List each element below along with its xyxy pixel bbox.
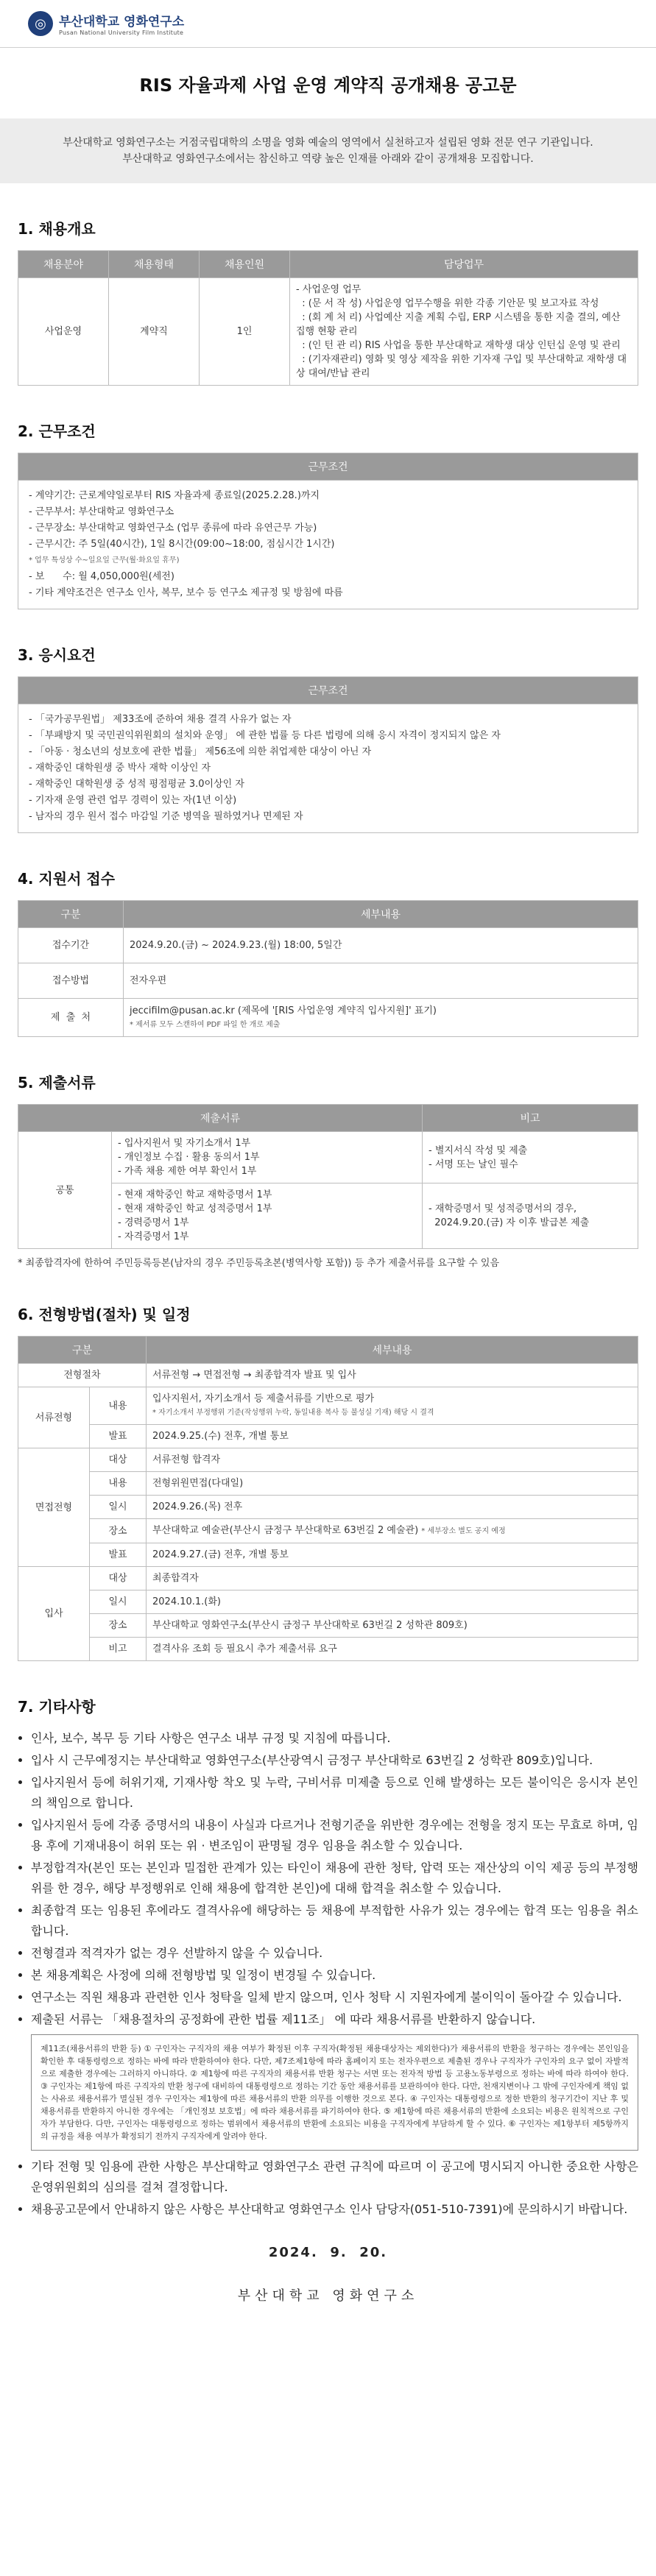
table-cell bbox=[124, 999, 638, 1037]
stage-label: 서류전형 bbox=[18, 1387, 90, 1448]
table-header: 제출서류 bbox=[18, 1105, 423, 1132]
section-title: 2. 근무조건 bbox=[18, 422, 96, 440]
stage-label: 면접전형 bbox=[18, 1448, 90, 1567]
condition-line: - 보 수: 월 4,050,000원(세전) bbox=[29, 571, 174, 582]
note-line: - 서명 또는 날인 필수 bbox=[428, 1158, 518, 1170]
table-cell: 계약직 bbox=[109, 278, 200, 386]
section-title: 1. 채용개요 bbox=[18, 220, 96, 238]
law-excerpt-box: 제11조(채용서류의 반환 등) ① 구인자는 구직자의 채용 여부가 확정된 이후 구직자(확정된 채용대상자는 제외한다)가 채용서류의 반환을 청구하는 경우에는 본인임을 확인한 후 대통령령으로 정하는 바에 따라 반환하여야 한다. 다만, 제7조제1항에 따라 홈페이지 또는 전자우편으로 제출된 경우나 구직자가 구인자의 요구 없이 자발적으로 제출한 경우에는 그러하지 아니하다. ② 제1항에 따른 구직자의 채용서류 반환 청구는 서면 또는 전자적 방법 등 고용노동부령으로 정하는 바에 따라 하여야 한다. ③ 구인자는 제1항에 따른 구직자의 반환 청구에 대비하여 대통령령으로 정하는 기간 동안 채용서류를 보관하여야 한다. 다만, 천재지변이나 그 밖에 구인자에게 책임 없는 사유로 채용서류가 멸실된 경우 구인자는 제1항에 따른 채용서류의 반환 의무를 이행한 것으로 본다. ④ 구인자는 대통령령으로 정한 반환의 청구기간이 지난 후 및 채용서류를 반환하지 아니한 경우에는 「개인정보 보호법」에 따라 채용서류를 파기하여야 한다. ⑤ 제1항에 따른 채용서류의 반환에 소요되는 비용은 원칙적으로 구인자가 부담한다. 다만, 구인자는 대통령령으로 정하는 범위에서 채용서류의 반환에 소요되는 비용을 구직자에게 부담하게 할 수 있다. ⑥ 구인자는 제1항부터 제5항까지의 규정을 채용 여부가 확정되기 전까지 구직자에게 알려야 한다. bbox=[31, 2034, 638, 2151]
table-header: 구분 bbox=[18, 901, 124, 928]
note-line: - 재학증명서 및 성적증명서의 경우, bbox=[428, 1203, 577, 1214]
note-line: - 별지서식 작성 및 제출 bbox=[428, 1144, 528, 1156]
note-cell bbox=[423, 1183, 638, 1249]
condition-line: - 계약기간: 근로계약일로부터 RIS 자율과제 종료일(2025.2.28.)까지 bbox=[29, 490, 320, 501]
table-cell: 전형절차 bbox=[18, 1364, 147, 1387]
org-name-en: Pusan National University Film Institute bbox=[59, 29, 184, 36]
section-overview bbox=[0, 217, 656, 386]
submission-note: * 제서류 모두 스캔하여 PDF 파일 한 개로 제출 bbox=[130, 1020, 281, 1029]
table-cell bbox=[147, 1519, 638, 1543]
application-table bbox=[18, 900, 638, 1037]
section-title: 6. 전형방법(절차) 및 일정 bbox=[18, 1306, 191, 1323]
table-cell: 2024.10.1.(화) bbox=[147, 1590, 638, 1614]
issuing-org: 부산대학교 영화연구소 bbox=[237, 2288, 419, 2304]
intro-line: 부산대학교 영화연구소는 거점국립대학의 소명을 영화 예술의 영역에서 실천하고자 설립된 영화 전문 연구 기관입니다. bbox=[63, 137, 593, 149]
overview-table bbox=[18, 250, 638, 386]
table-cell: 사업운영 bbox=[18, 278, 109, 386]
list-item: • 본 채용계획은 사정에 의해 전형방법 및 일정이 변경될 수 있습니다. bbox=[31, 1965, 638, 1986]
duty-line: : (기자재관리) 영화 및 영상 제작을 위한 기자재 구입 및 부산대학교 재학생 대상 대여/반납 관리 bbox=[296, 354, 627, 379]
list-item: • 인사, 보수, 복무 등 기타 사항은 연구소 내부 규정 및 지침에 따릅니다. bbox=[31, 1728, 638, 1749]
table-cell: 대상 bbox=[90, 1448, 147, 1472]
table-cell: 공통 bbox=[18, 1132, 112, 1249]
list-item: • 연구소는 직원 채용과 관련한 인사 청탁을 일체 받지 않으며, 인사 청탁 시 지원자에게 불이익이 돌아갈 수 있습니다. bbox=[31, 1987, 638, 2008]
table-cell bbox=[147, 1387, 638, 1425]
document-line: - 가족 채용 제한 여부 확인서 1부 bbox=[118, 1166, 257, 1177]
section-conditions bbox=[0, 420, 656, 609]
table-header: 세부내용 bbox=[147, 1337, 638, 1364]
university-logo-icon: ◎ bbox=[28, 11, 53, 36]
table-cell: 일시 bbox=[90, 1496, 147, 1519]
duty-line: : (인 턴 관 리) RIS 사업을 통한 부산대학교 재학생 대상 인턴십 운영 및 관리 bbox=[296, 340, 621, 351]
condition-line: - 기타 계약조건은 연구소 인사, 복무, 보수 등 연구소 제규정 및 방침에 따름 bbox=[29, 587, 343, 598]
section-etc bbox=[0, 1695, 656, 2220]
table-cell: 비고 bbox=[90, 1638, 147, 1661]
table-cell: 제 출 처 bbox=[18, 999, 124, 1037]
section-title: 3. 응시요건 bbox=[18, 646, 96, 664]
table-cell: 2024.9.25.(수) 전후, 개별 통보 bbox=[147, 1425, 638, 1448]
intro-line: 부산대학교 영화연구소에서는 참신하고 역량 높은 인재를 아래와 같이 공개채용 모집합니다. bbox=[122, 153, 534, 165]
detail-note: * 자기소개서 부정행위 기준(작성행위 누락, 동일내용 복사 등 불성실 기재) 해당 시 결격 bbox=[152, 1409, 434, 1417]
requirement-line: - 기자재 운영 관련 업무 경력이 있는 자(1년 이상) bbox=[29, 795, 237, 806]
table-cell: 1인 bbox=[200, 278, 290, 386]
box-header: 근무조건 bbox=[18, 676, 638, 704]
list-item: • 전형결과 적격자가 없는 경우 선발하지 않을 수 있습니다. bbox=[31, 1943, 638, 1964]
list-item: • 입사지원서 등에 각종 증명서의 내용이 사실과 다르거나 전형기준을 위반한 경우에는 전형을 정지 또는 무효로 하며, 임용 후에 기재내용이 허위 또는 위 · 변조임이 판명될 경우 임용을 취소할 수 있습니다. bbox=[31, 1815, 638, 1856]
table-cell: 내용 bbox=[90, 1387, 147, 1425]
section-application bbox=[0, 867, 656, 1037]
requirement-line: - 「아동 · 청소년의 성보호에 관한 법률」 제56조에 의한 취업제한 대상이 아닌 자 bbox=[29, 746, 372, 757]
conditions-box bbox=[18, 481, 638, 609]
table-cell: 결격사유 조회 등 필요시 추가 제출서류 요구 bbox=[147, 1638, 638, 1661]
table-cell: 전자우편 bbox=[124, 963, 638, 999]
list-item: • 입사지원서 등에 허위기재, 기재사항 착오 및 누락, 구비서류 미제출 등으로 인해 발생하는 모든 불이익은 응시자 본인의 책임으로 합니다. bbox=[31, 1772, 638, 1814]
table-header: 채용분야 bbox=[18, 251, 109, 278]
table-header: 채용인원 bbox=[200, 251, 290, 278]
table-cell: 서류전형 → 면접전형 → 최종합격자 발표 및 입사 bbox=[147, 1364, 638, 1387]
table-header: 세부내용 bbox=[124, 901, 638, 928]
table-cell: 접수기간 bbox=[18, 928, 124, 963]
table-cell: 대상 bbox=[90, 1567, 147, 1590]
list-item: • 기타 전형 및 임용에 관한 사항은 부산대학교 영화연구소 관련 규칙에 따르며 이 공고에 명시되지 아니한 중요한 사항은 운영위원회의 심의를 걸쳐 결정합니다. bbox=[31, 2156, 638, 2198]
etc-list-2 bbox=[18, 2156, 638, 2220]
duty-line: : (문 서 작 성) 사업운영 업무수행을 위한 각종 기안문 및 보고자료 작성 bbox=[296, 298, 599, 309]
announcement-date: 2024. 9. 20. bbox=[268, 2245, 388, 2260]
table-header: 구분 bbox=[18, 1337, 147, 1364]
note-cell bbox=[423, 1132, 638, 1183]
table-cell: 장소 bbox=[90, 1519, 147, 1543]
table-cell: 2024.9.27.(금) 전후, 개별 통보 bbox=[147, 1543, 638, 1567]
table-cell: 2024.9.26.(목) 전후 bbox=[147, 1496, 638, 1519]
section-process bbox=[0, 1303, 656, 1661]
requirements-box bbox=[18, 704, 638, 833]
box-header: 근무조건 bbox=[18, 453, 638, 481]
documents-table bbox=[18, 1104, 638, 1249]
table-header: 채용형태 bbox=[109, 251, 200, 278]
email-address: jeccifilm@pusan.ac.kr (제목에 '[RIS 사업운영 계약직 입사지원]' 표기) bbox=[130, 1005, 437, 1016]
note-line: 2024.9.20.(금) 자 이후 발급본 제출 bbox=[428, 1217, 590, 1228]
condition-note: * 업무 특성상 수~일요일 근무(월·화요일 휴무) bbox=[29, 556, 180, 565]
section-title: 4. 지원서 접수 bbox=[18, 870, 116, 888]
condition-line: - 근무부서: 부산대학교 영화연구소 bbox=[29, 506, 174, 517]
table-header: 비고 bbox=[423, 1105, 638, 1132]
documents-footnote: * 최종합격자에 한하여 주민등록등본(남자의 경우 주민등록초본(병역사항 포함)) 등 추가 제출서류를 요구할 수 있음 bbox=[18, 1258, 500, 1269]
requirement-line: - 「국가공무원법」 제33조에 준하여 채용 결격 사유가 없는 자 bbox=[29, 714, 292, 725]
section-title: 7. 기타사항 bbox=[18, 1698, 96, 1716]
table-cell: 부산대학교 영화연구소(부산시 금정구 부산대학로 63번길 2 성학관 809호) bbox=[147, 1614, 638, 1638]
table-cell: 최종합격자 bbox=[147, 1567, 638, 1590]
detail-note: * 세부장소 별도 공지 예정 bbox=[421, 1527, 506, 1535]
table-cell: 장소 bbox=[90, 1614, 147, 1638]
document-line: - 경력증명서 1부 bbox=[118, 1217, 189, 1228]
document-line: - 현재 재학중인 학교 성적증명서 1부 bbox=[118, 1203, 272, 1214]
logo-text bbox=[59, 11, 184, 36]
page-title: RIS 자율과제 사업 운영 계약직 공개채용 공고문 bbox=[139, 74, 517, 96]
table-cell: 발표 bbox=[90, 1543, 147, 1567]
document-line: - 현재 재학중인 학교 재학증명서 1부 bbox=[118, 1189, 272, 1200]
table-cell: 일시 bbox=[90, 1590, 147, 1614]
section-documents bbox=[0, 1071, 656, 1269]
condition-line: - 근무장소: 부산대학교 영화연구소 (업무 종류에 따라 유연근무 가능) bbox=[29, 523, 317, 534]
document-line: - 자격증명서 1부 bbox=[118, 1231, 189, 1242]
documents-cell bbox=[112, 1183, 423, 1249]
list-item: • 제출된 서류는 「채용절차의 공정화에 관한 법률 제11조」 에 따라 채용서류를 반환하지 않습니다. bbox=[31, 2009, 638, 2030]
intro-box bbox=[0, 118, 656, 183]
requirement-line: - 재학중인 대학원생 중 성적 평점평균 3.0이상인 자 bbox=[29, 779, 244, 790]
table-cell: 접수방법 bbox=[18, 963, 124, 999]
list-item: • 최종합격 또는 임용된 후에라도 결격사유에 해당하는 등 채용에 부적합한 사유가 있는 경우에는 합격 또는 임용을 취소합니다. bbox=[31, 1900, 638, 1942]
table-cell: 전형위원면접(다대일) bbox=[147, 1472, 638, 1496]
section-title: 5. 제출서류 bbox=[18, 1074, 96, 1091]
condition-line: - 근무시간: 주 5일(40시간), 1일 8시간(09:00~18:00, 점심시간 1시간) bbox=[29, 539, 335, 550]
requirement-line: - 재학중인 대학원생 중 박사 재학 이상인 자 bbox=[29, 762, 211, 774]
header bbox=[0, 0, 656, 48]
table-cell: 2024.9.20.(금) ~ 2024.9.23.(월) 18:00, 5일간 bbox=[124, 928, 638, 963]
table-cell: 내용 bbox=[90, 1472, 147, 1496]
duty-line: - 사업운영 업무 bbox=[296, 284, 361, 295]
requirement-line: - 「부패방지 및 국민권익위원회의 설치와 운영」 에 관한 법률 등 다른 법령에 의해 응시 자격이 정지되지 않은 자 bbox=[29, 730, 501, 741]
section-requirements bbox=[0, 643, 656, 833]
etc-list bbox=[18, 1728, 638, 2030]
requirement-line: - 남자의 경우 원서 접수 마감일 기준 병역을 필하였거나 면제된 자 bbox=[29, 811, 303, 822]
table-header: 담당업무 bbox=[290, 251, 638, 278]
document-line: - 개인정보 수집 · 활용 동의서 1부 bbox=[118, 1152, 260, 1163]
duty-line: : (회 계 처 리) 사업예산 지출 계획 수립, ERP 시스템을 통한 지출 결의, 예산 집행 현황 관리 bbox=[296, 312, 624, 337]
table-cell: 발표 bbox=[90, 1425, 147, 1448]
list-item: • 부정합격자(본인 또는 본인과 밀접한 관계가 있는 타인이 채용에 관한 청탁, 압력 또는 재산상의 이익 제공 등의 부정행위를 한 경우, 해당 부정행위로 인해 채용에 합격한 본인)에 대해 합격을 취소할 수 있습니다. bbox=[31, 1858, 638, 1899]
documents-cell bbox=[112, 1132, 423, 1183]
detail-text: 입사지원서, 자기소개서 등 제출서류를 기반으로 평가 bbox=[152, 1393, 375, 1404]
table-cell: 서류전형 합격자 bbox=[147, 1448, 638, 1472]
list-item: • 채용공고문에서 안내하지 않은 사항은 부산대학교 영화연구소 인사 담당자(051-510-7391)에 문의하시기 바랍니다. bbox=[31, 2199, 638, 2220]
list-item: • 입사 시 근무예정지는 부산대학교 영화연구소(부산광역시 금정구 부산대학로 63번길 2 성학관 809호)입니다. bbox=[31, 1750, 638, 1771]
duties-cell bbox=[290, 278, 638, 386]
process-table bbox=[18, 1336, 638, 1661]
stage-label: 입사 bbox=[18, 1567, 90, 1661]
document-line: - 입사지원서 및 자기소개서 1부 bbox=[118, 1138, 251, 1149]
detail-text: 부산대학교 예술관(부산시 금정구 부산대학로 63번길 2 예술관) bbox=[152, 1525, 419, 1536]
org-name-ko: 부산대학교 영화연구소 bbox=[59, 15, 185, 29]
